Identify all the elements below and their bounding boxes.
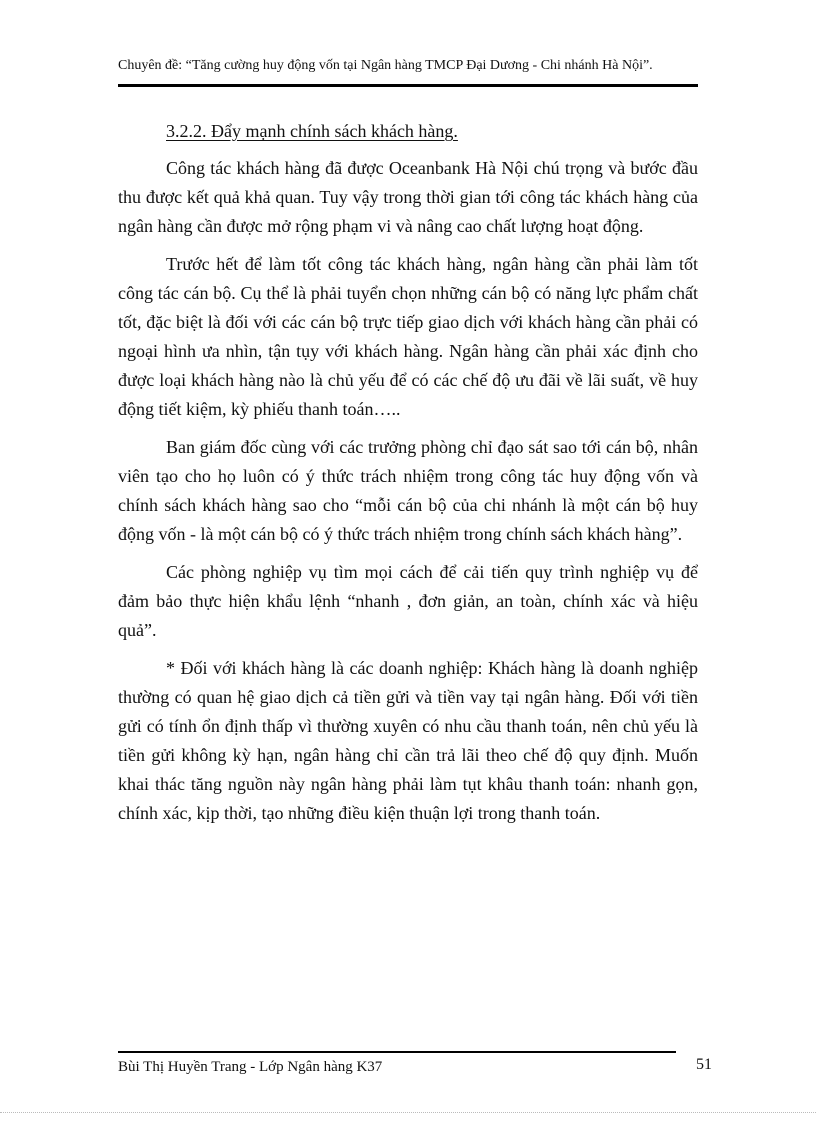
section-heading: 3.2.2. Đẩy mạnh chính sách khách hàng. xyxy=(166,121,458,141)
page-number: 51 xyxy=(696,1056,712,1073)
paragraph-2: Trước hết để làm tốt công tác khách hàng, ngân hàng cần phải làm tốt công tác cán bộ. Cụ thể là phải tuyển chọn những cán bộ có năng lực phẩm chất tốt, đặc biệt là đối với các cán bộ trực tiếp giao dịch với khách hàng cần phải có ngoại hình ưa nhìn, tận tụy với khách hàng. Ngân hàng cần phải xác định cho được loại khách hàng nào là chủ yếu để có các chế độ ưu đãi về lãi suất, về huy động tiết kiệm, kỳ phiếu thanh toán….. xyxy=(118,254,698,419)
paragraph-1: Công tác khách hàng đã được Oceanbank Hà Nội chú trọng và bước đầu thu được kết quả khả quan. Tuy vậy trong thời gian tới công tác khách hàng của ngân hàng cần được mở rộng phạm vi và nâng cao chất lượng hoạt động. xyxy=(118,158,698,236)
page-bottom-border xyxy=(0,1112,816,1113)
footer-divider xyxy=(118,1051,676,1053)
header-divider xyxy=(118,84,698,87)
footer-author: Bùi Thị Huyền Trang - Lớp Ngân hàng K37 xyxy=(118,1059,383,1075)
page-header: Chuyên đề: “Tăng cường huy động vốn tại Ngân hàng TMCP Đại Dương - Chi nhánh Hà Nội”. xyxy=(118,58,653,73)
paragraph-5: * Đối với khách hàng là các doanh nghiệp: Khách hàng là doanh nghiệp thường có quan hệ giao dịch cả tiền gửi và tiền vay tại ngân hàng. Đối với tiền gửi có tính ổn định thấp vì thường xuyên có nhu cầu thanh toán, nên chủ yếu là tiền gửi không kỳ hạn, ngân hàng chỉ cần trả lãi theo chế độ quy định. Muốn khai thác tăng nguồn này ngân hàng phải làm tụt khâu thanh toán: nhanh gọn, chính xác, kịp thời, tạo những điều kiện thuận lợi trong thanh toán. xyxy=(118,658,698,823)
paragraph-3: Ban giám đốc cùng với các trưởng phòng chỉ đạo sát sao tới cán bộ, nhân viên tạo cho họ luôn có ý thức trách nhiệm trong công tác huy động vốn và chính sách khách hàng sao cho “mỗi cán bộ của chi nhánh là một cán bộ huy động vốn - là một cán bộ có ý thức trách nhiệm trong chính sách khách hàng”. xyxy=(118,437,698,544)
paragraph-4: Các phòng nghiệp vụ tìm mọi cách để cải tiến quy trình nghiệp vụ để đảm bảo thực hiện khẩu lệnh “nhanh , đơn giản, an toàn, chính xác và hiệu quả”. xyxy=(118,562,698,640)
document-body xyxy=(118,118,698,837)
